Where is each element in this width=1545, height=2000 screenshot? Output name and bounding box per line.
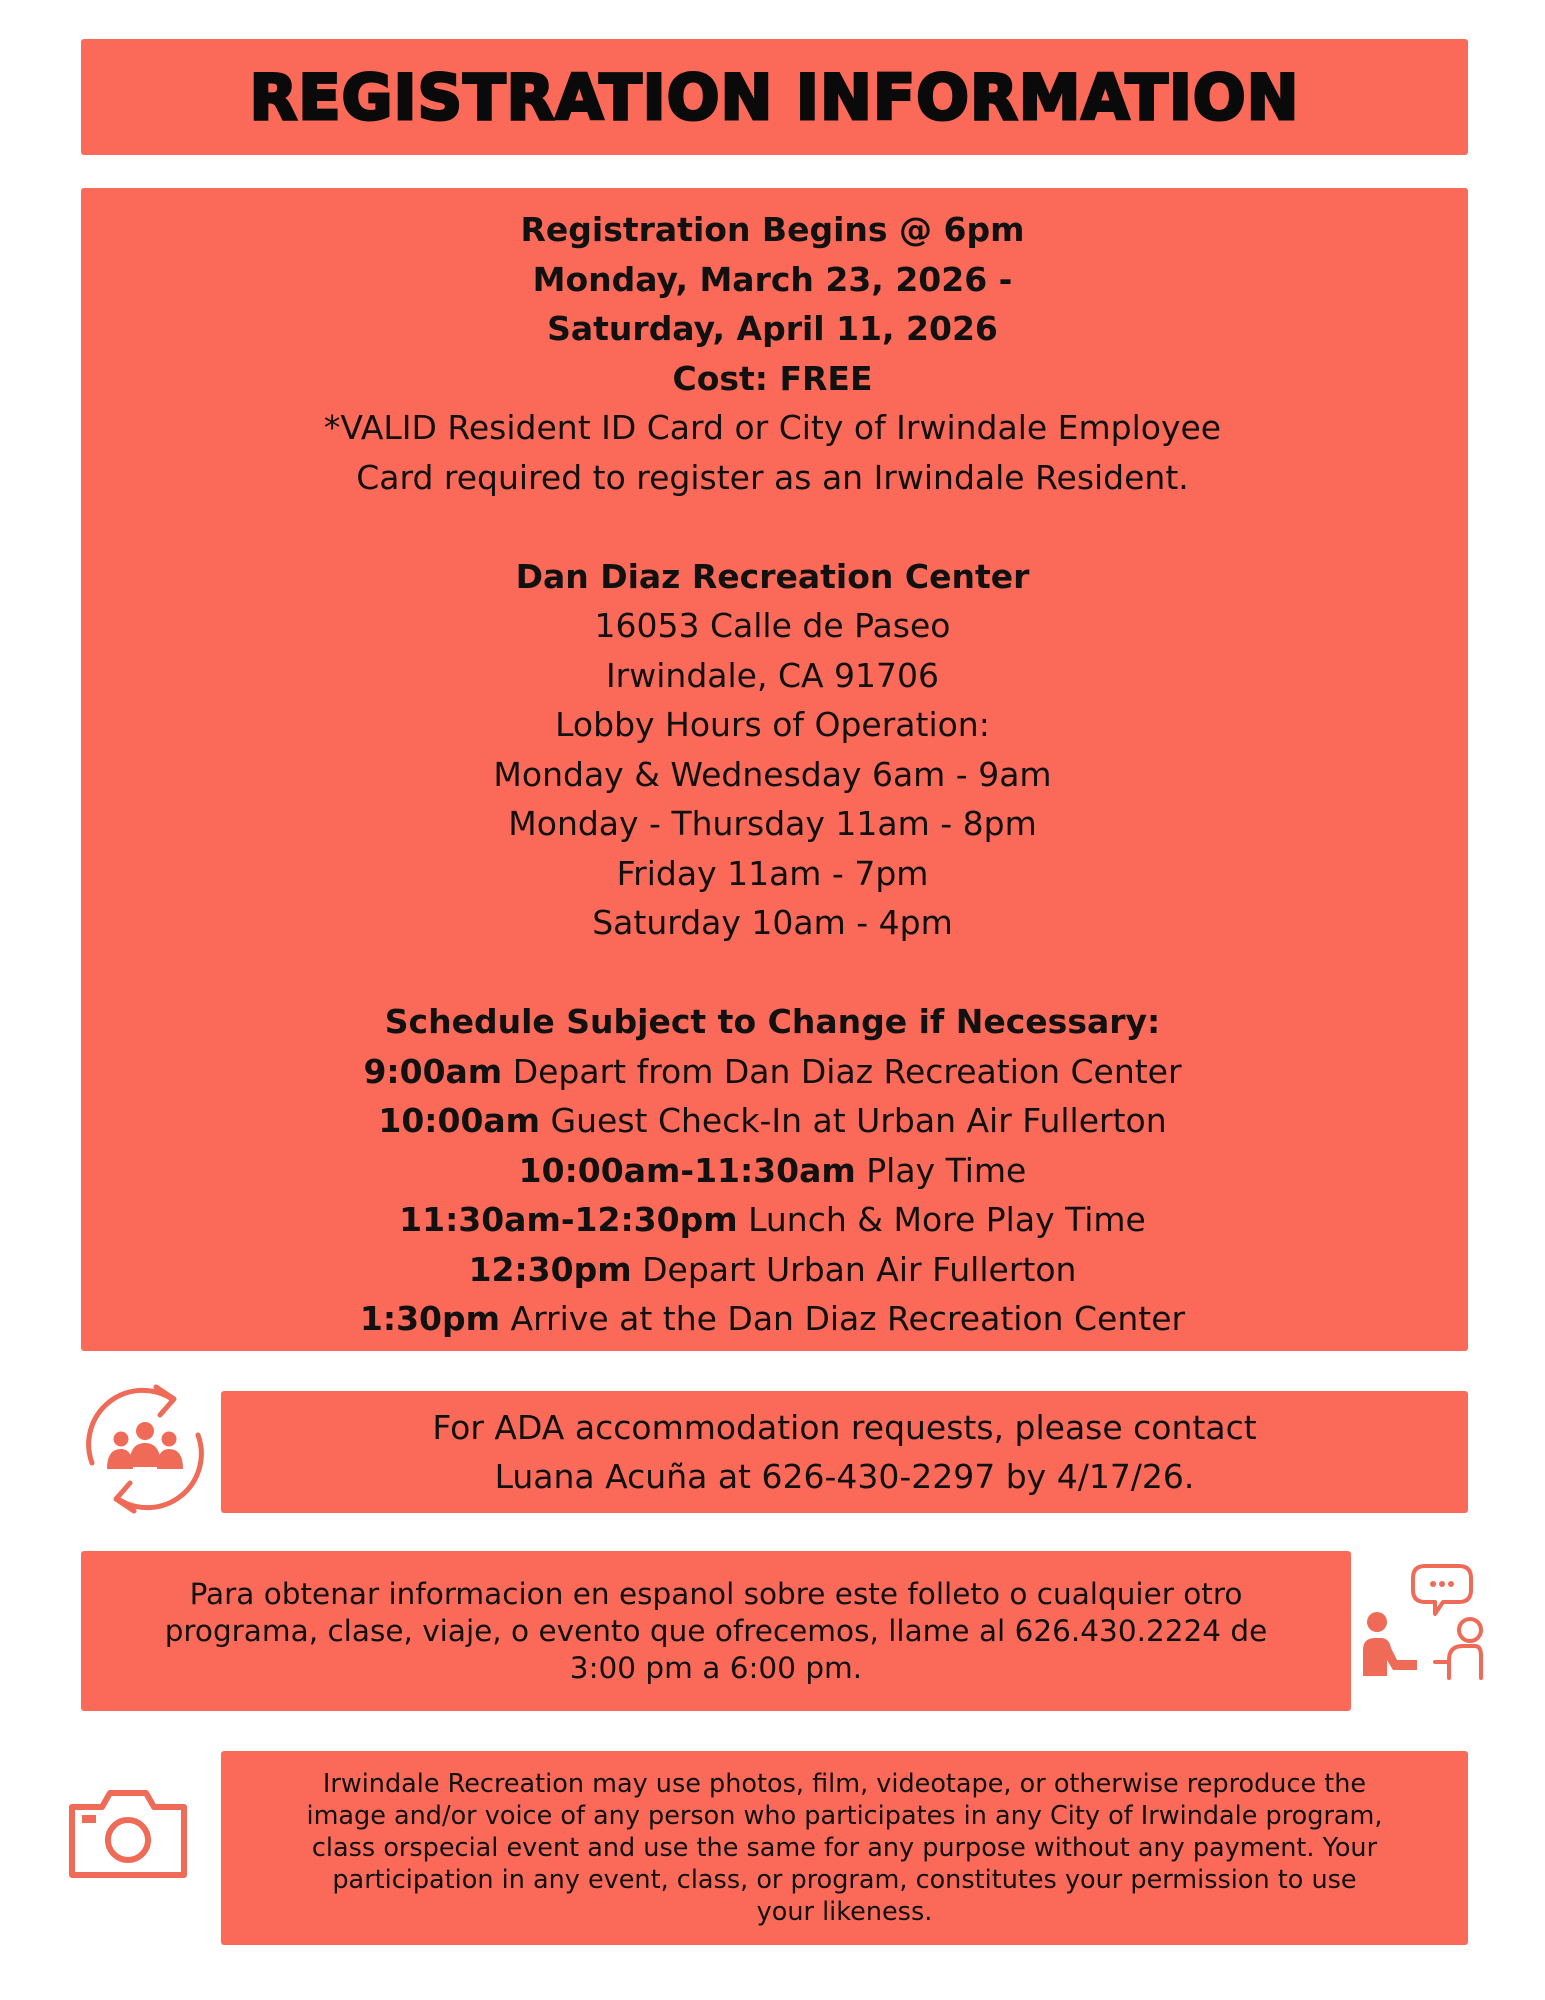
- schedule-item: [0, 1047, 1545, 1097]
- location-name: Dan Diaz Recreation Center: [515, 556, 1030, 596]
- page-title: REGISTRATION INFORMATION: [249, 60, 1300, 134]
- schedule-item: [0, 1195, 1545, 1245]
- registration-cost: Cost: FREE: [672, 358, 873, 398]
- schedule-time: 12:30pm: [468, 1249, 632, 1289]
- schedule-item: [0, 1146, 1545, 1196]
- schedule-desc: Depart Urban Air Fullerton: [631, 1249, 1077, 1289]
- camera-icon: [66, 1785, 190, 1881]
- address-line-1: 16053 Calle de Paseo: [594, 606, 951, 645]
- spanish-line-1: Para obtenar informacion en espanol sobre este folleto o cualquier otro: [189, 1576, 1243, 1611]
- photo-release-line-4: participation in any event, class, or program, constitutes your permission to use: [332, 1865, 1357, 1895]
- photo-release-line-5: your likeness.: [756, 1897, 933, 1927]
- ada-line-1: For ADA accommodation requests, please contact: [432, 1408, 1257, 1447]
- schedule-desc: Guest Check-In at Urban Air Fullerton: [540, 1101, 1167, 1140]
- conversation-icon: [1363, 1560, 1483, 1680]
- schedule-time: 10:00am: [378, 1101, 541, 1140]
- hours-item: Friday 11am - 7pm: [616, 853, 929, 893]
- registration-date-start: Monday, March 23, 2026 -: [532, 259, 1013, 299]
- schedule-time: 11:30am-12:30pm: [399, 1200, 738, 1239]
- schedule-item: [0, 1096, 1545, 1146]
- photo-release-line-3: class orspecial event and use the same for any purpose without any payment. Your: [311, 1833, 1378, 1863]
- photo-release-notice: [221, 1751, 1468, 1945]
- group-refresh-icon: [80, 1375, 210, 1523]
- spacer: [0, 948, 1545, 998]
- schedule-time: 9:00am: [363, 1051, 503, 1091]
- schedule-item: [0, 1245, 1545, 1295]
- schedule-desc: Lunch & More Play Time: [737, 1200, 1146, 1239]
- spacer: [0, 502, 1545, 552]
- title-banner: [81, 39, 1468, 155]
- schedule-time: 10:00am-11:30am: [518, 1150, 856, 1190]
- hours-item: Monday - Thursday 11am - 8pm: [508, 804, 1037, 843]
- spanish-info-notice: [81, 1551, 1351, 1711]
- schedule-heading: Schedule Subject to Change if Necessary:: [384, 1002, 1161, 1041]
- ada-notice: [221, 1391, 1468, 1513]
- photo-release-line-1: Irwindale Recreation may use photos, film, videotape, or otherwise reproduce the: [322, 1769, 1367, 1799]
- registration-begins: Registration Begins @ 6pm: [520, 210, 1025, 249]
- ada-line-2: Luana Acuña at 626-430-2297 by 4/17/26.: [494, 1457, 1195, 1496]
- registration-date-end: Saturday, April 11, 2026: [547, 309, 998, 348]
- hours-item: Monday & Wednesday 6am - 9am: [493, 754, 1052, 794]
- id-note-line-1: *VALID Resident ID Card or City of Irwindale Employee: [323, 408, 1222, 447]
- schedule-desc: Play Time: [855, 1150, 1027, 1190]
- hours-item: Saturday 10am - 4pm: [592, 903, 953, 942]
- schedule-desc: Arrive at the Dan Diaz Recreation Center: [500, 1299, 1186, 1338]
- spanish-line-3: 3:00 pm a 6:00 pm.: [569, 1650, 863, 1685]
- address-line-2: Irwindale, CA 91706: [605, 655, 940, 695]
- schedule-time: 1:30pm: [359, 1299, 500, 1338]
- id-note-line-2: Card required to register as an Irwindale Resident.: [356, 457, 1189, 497]
- schedule-item: [0, 1294, 1545, 1344]
- schedule-desc: Depart from Dan Diaz Recreation Center: [502, 1051, 1182, 1091]
- spanish-line-2: programa, clase, viaje, o evento que ofrecemos, llame al 626.430.2224 de: [164, 1613, 1268, 1648]
- hours-label: Lobby Hours of Operation:: [555, 705, 990, 744]
- registration-info-text: [0, 205, 1545, 1344]
- photo-release-line-2: image and/or voice of any person who participates in any City of Irwindale program,: [306, 1801, 1383, 1831]
